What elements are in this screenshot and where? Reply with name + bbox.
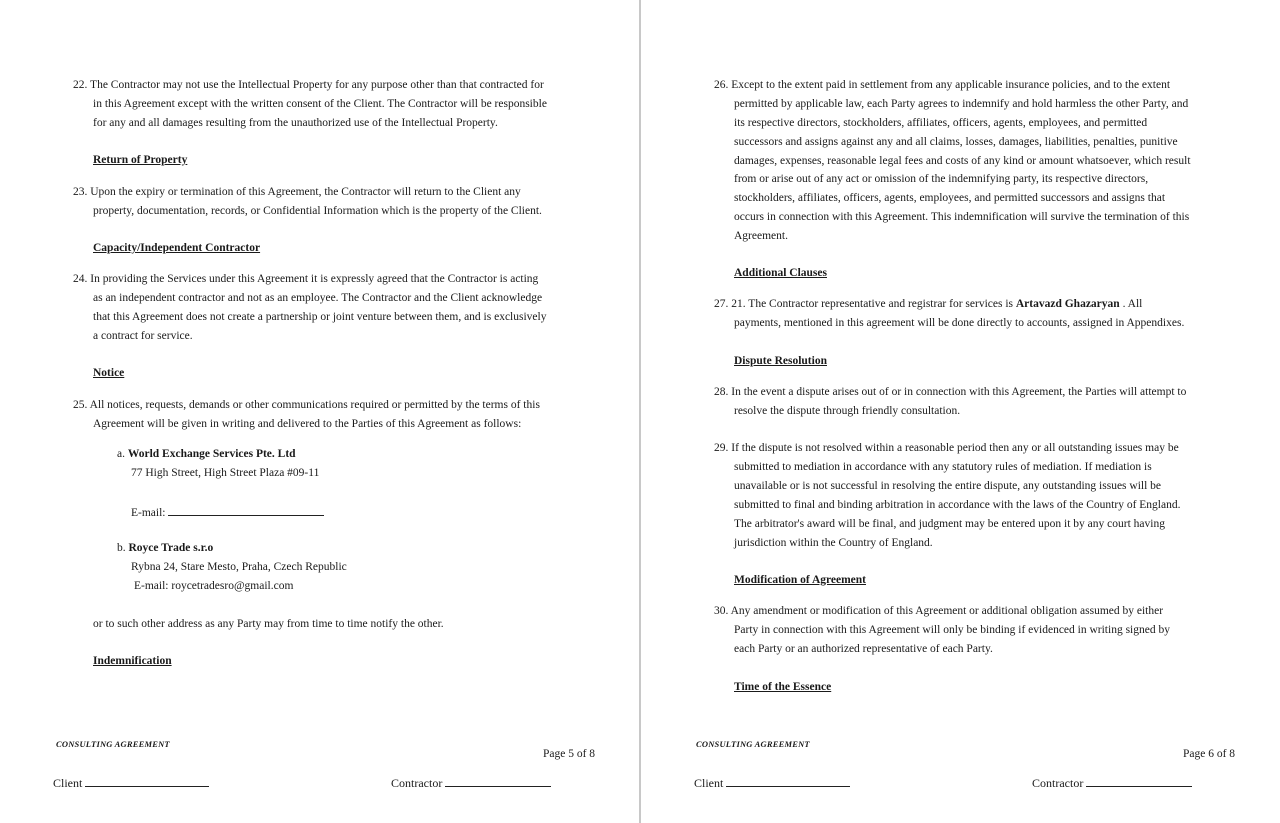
clause-24-line-1: 24. In providing the Services under this Agreement it is expressly agreed that the Contractor is acting <box>73 273 539 285</box>
party-a-email-label: E-mail: <box>131 507 166 519</box>
contractor-representative-name: Artavazd Ghazaryan <box>1015 298 1120 310</box>
clause-29-line-6: jurisdiction within the Country of England. <box>734 537 933 549</box>
contractor-signature-label: Contractor <box>1032 776 1084 790</box>
clause-24-line-2: as an independent contractor and not as an employee. The Contractor and the Client acknowledge <box>93 292 543 304</box>
clause-27-line-2: payments, mentioned in this agreement will be done directly to accounts, assigned in Appendixes. <box>734 317 1185 329</box>
document-page-5 <box>0 0 639 823</box>
client-signature-field <box>694 775 850 791</box>
clause-22-line-2: in this Agreement except with the written consent of the Client. The Contractor will be responsible <box>93 98 547 110</box>
party-a-marker: a. <box>117 448 125 460</box>
party-a-address: 77 High Street, High Street Plaza #09-11 <box>131 467 320 479</box>
clause-25-line-2: Agreement will be given in writing and delivered to the Parties of this Agreement as follows: <box>93 418 522 430</box>
document-page-6 <box>642 0 1280 823</box>
clause-24-line-3: that this Agreement does not create a partnership or joint venture between them, and is exclusively <box>93 311 547 323</box>
client-signature-line <box>726 775 850 787</box>
page-number: Page 5 of 8 <box>543 748 596 760</box>
clause-22-line-1: 22. The Contractor may not use the Intellectual Property for any purpose other than that contracted for <box>73 79 544 91</box>
clause-24-line-4: a contract for service. <box>93 330 193 342</box>
clause-29-line-5: The arbitrator's award will be final, and judgment may be entered upon it by any court having <box>734 518 1165 530</box>
clause-28-line-1: 28. In the event a dispute arises out of or in connection with this Agreement, the Parties will attempt to <box>714 386 1187 398</box>
party-b-name <box>117 541 213 556</box>
clause-26-line-7: stockholders, affiliates, officers, agents, employees, and permitted successors and assigns that <box>734 192 1166 204</box>
heading-additional-clauses: Additional Clauses <box>734 267 827 279</box>
party-a-name <box>117 447 296 462</box>
clause-27-suffix: . All <box>1122 298 1143 310</box>
clause-26-line-2: permitted by applicable law, each Party agrees to indemnify and hold harmless the other Party, and <box>734 98 1189 110</box>
client-signature-label: Client <box>53 776 83 790</box>
clause-30-line-2: Party in connection with this Agreement will only be binding if evidenced in writing signed by <box>734 624 1170 636</box>
clause-26-line-3: its respective directors, stockholders, affiliates, officers, agents, employees, and permitted <box>734 117 1148 129</box>
clause-29-line-4: submitted to final and binding arbitration in accordance with the laws of the Country of England. <box>734 499 1181 511</box>
contractor-signature-line <box>445 775 551 787</box>
clause-22-line-3: for any and all damages resulting from the unauthorized use of the Intellectual Property. <box>93 117 498 129</box>
heading-time-of-the-essence: Time of the Essence <box>734 681 832 693</box>
heading-notice: Notice <box>93 367 125 379</box>
party-a-email-blank <box>168 504 324 516</box>
clause-29-line-1: 29. If the dispute is not resolved within a reasonable period then any or all outstanding issues may be <box>714 442 1179 454</box>
clause-26-line-6: from or arise out of any act or omission of the indemnifying party, its respective directors, <box>734 173 1149 185</box>
clause-28-line-2: resolve the dispute through friendly consultation. <box>734 405 961 417</box>
heading-indemnification: Indemnification <box>93 655 172 667</box>
clause-27-line-1 <box>714 297 1142 312</box>
heading-dispute-resolution: Dispute Resolution <box>734 355 827 367</box>
clause-23-line-2: property, documentation, records, or Confidential Information which is the property of the Client. <box>93 205 542 217</box>
heading-return-of-property: Return of Property <box>93 154 188 166</box>
party-b-company: Royce Trade s.r.o <box>128 542 214 554</box>
clause-27-prefix: 27. 21. The Contractor representative and registrar for services is <box>714 298 1013 310</box>
page-divider <box>639 0 641 823</box>
footer-document-title: CONSULTING AGREEMENT <box>696 739 810 749</box>
clause-29-line-2: submitted to mediation in accordance with any statutory rules of mediation. If mediation is <box>734 461 1152 473</box>
clause-23-line-1: 23. Upon the expiry or termination of this Agreement, the Contractor will return to the Client any <box>73 186 521 198</box>
contractor-signature-label: Contractor <box>391 776 443 790</box>
clause-25-line-1: 25. All notices, requests, demands or other communications required or permitted by the terms of this <box>73 399 540 411</box>
client-signature-field <box>53 775 209 791</box>
clause-30-line-3: each Party or an authorized representative of each Party. <box>734 643 993 655</box>
footer-document-title: CONSULTING AGREEMENT <box>56 739 170 749</box>
client-signature-line <box>85 775 209 787</box>
heading-modification-of-agreement: Modification of Agreement <box>734 574 867 586</box>
client-signature-label: Client <box>694 776 724 790</box>
heading-capacity-independent-contractor: Capacity/Independent Contractor <box>93 242 261 254</box>
page-number: Page 6 of 8 <box>1183 748 1236 760</box>
party-a-email <box>131 504 324 521</box>
party-b-email: E-mail: roycetradesro@gmail.com <box>134 580 294 592</box>
clause-29-line-3: unavailable or is not successful in resolving the entire dispute, any outstanding issues will be <box>734 480 1162 492</box>
contractor-signature-field <box>1032 775 1192 791</box>
clause-26-line-8: occurs in connection with this Agreement. This indemnification will survive the termination of this <box>734 211 1190 223</box>
party-b-marker: b. <box>117 542 126 554</box>
clause-26-line-1: 26. Except to the extent paid in settlement from any applicable insurance policies, and to the extent <box>714 79 1171 91</box>
clause-26-line-5: damages, expenses, reasonable legal fees and costs of any kind or amount whatsoever, which result <box>734 155 1191 167</box>
contractor-signature-field <box>391 775 551 791</box>
party-a-company: World Exchange Services Pte. Ltd <box>127 448 296 460</box>
clause-26-line-9: Agreement. <box>734 230 788 242</box>
clause-26-line-4: successors and assigns against any and all claims, losses, damages, liabilities, penalties, punitive <box>734 136 1178 148</box>
clause-30-line-1: 30. Any amendment or modification of this Agreement or additional obligation assumed by either <box>714 605 1164 617</box>
contractor-signature-line <box>1086 775 1192 787</box>
party-b-address: Rybna 24, Stare Mesto, Praha, Czech Republic <box>131 561 347 573</box>
notice-closing-line: or to such other address as any Party may from time to time notify the other. <box>93 618 444 630</box>
